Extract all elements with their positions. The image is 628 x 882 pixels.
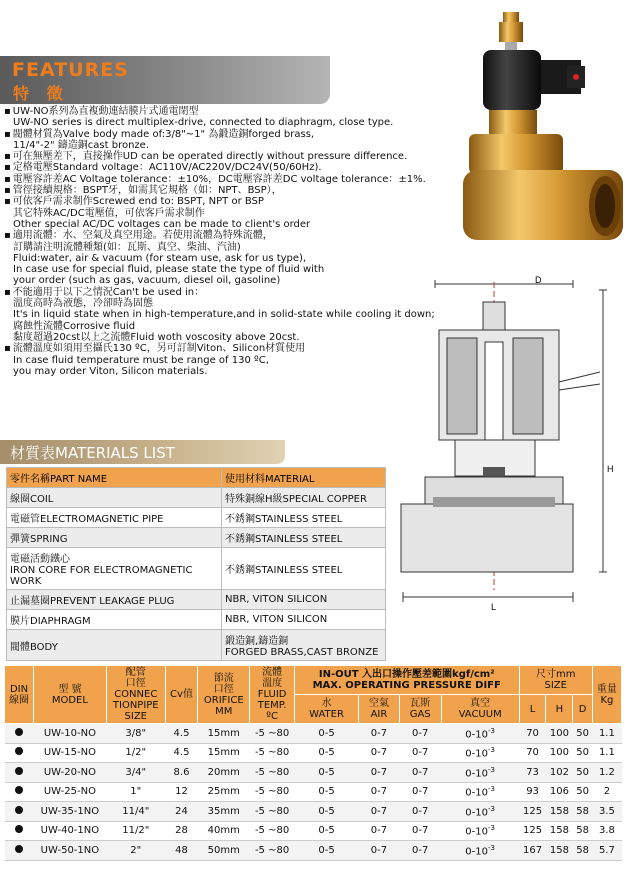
feature-line: 11/4"-2" 鑄造銅cast bronze. xyxy=(13,139,150,151)
part-name: 閥體BODY xyxy=(7,630,222,661)
spec-row xyxy=(5,763,622,783)
model: UW-20-NO xyxy=(34,763,107,783)
spec-row xyxy=(5,841,622,861)
d: 50 xyxy=(573,782,592,802)
orifice: 15mm xyxy=(198,743,250,763)
features-list xyxy=(4,106,449,377)
fluid-temp: -5 ~80 xyxy=(250,802,295,822)
h: 158 xyxy=(546,802,573,822)
d: 50 xyxy=(573,724,592,744)
din-cell xyxy=(5,821,34,841)
feature-line: your order (such as gas, vacuum, diesel oil, gasoline) xyxy=(13,275,281,287)
din-cell xyxy=(5,782,34,802)
feature-line: Other special AC/DC voltages can be made to client's order xyxy=(13,218,311,230)
vacuum-exponent: -3 xyxy=(488,804,495,813)
weight: 2 xyxy=(592,782,621,802)
fluid-temp: -5 ~80 xyxy=(250,782,295,802)
din-dot-icon xyxy=(15,747,23,755)
col-weight: 重量 Kg xyxy=(592,666,621,724)
fluid-temp: -5 ~80 xyxy=(250,763,295,783)
col-water: 水 WATER xyxy=(294,695,358,724)
din-dot-icon xyxy=(15,825,23,833)
vacuum xyxy=(441,841,519,861)
vacuum xyxy=(441,821,519,841)
conn-size: 1/2" xyxy=(106,743,165,763)
feature-line: In case use for special fluid, please state the type of fluid with xyxy=(13,264,325,276)
vacuum-exponent: -3 xyxy=(488,765,495,774)
orifice: 35mm xyxy=(198,802,250,822)
part-name: 彈簧SPRING xyxy=(7,528,222,548)
col-temp: 流體 溫度 FLUID TEMP. ºC xyxy=(250,666,295,724)
feature-line: 黏度超過20cst以上之流體Fluid woth voscosity above 20cst. xyxy=(13,331,300,343)
materials-header-bar xyxy=(0,440,285,464)
vacuum-exponent: -3 xyxy=(488,843,495,852)
water: 0-5 xyxy=(294,763,358,783)
feature-line: Fluid:water, air & vacuum (for steam use, ask for us type), xyxy=(13,252,307,264)
air: 0-7 xyxy=(359,724,399,744)
model: UW-10-NO xyxy=(34,724,107,744)
materials-row xyxy=(7,630,386,661)
part-name: 電磁活動鐵心 IRON CORE FOR ELECTROMAGNETIC WORK xyxy=(7,548,222,590)
cv: 28 xyxy=(165,821,197,841)
vacuum-base: 0-10 xyxy=(465,826,488,838)
materials-header-cell: 使用材料MATERIAL xyxy=(222,468,386,488)
l: 93 xyxy=(519,782,546,802)
din-cell xyxy=(5,763,34,783)
spec-row xyxy=(5,743,622,763)
materials-title: 材質表MATERIALS LIST xyxy=(10,444,175,462)
vacuum-base: 0-10 xyxy=(465,787,488,799)
water: 0-5 xyxy=(294,724,358,744)
material: 鍛造銅,鑄造銅 FORGED BRASS,CAST BRONZE xyxy=(222,630,386,661)
material: NBR, VITON SILICON xyxy=(222,590,386,610)
feature-line: ▪ 管徑接續規格：BSPT牙，如需其它規格（如：NPT、BSP）， xyxy=(4,185,449,196)
cv: 8.6 xyxy=(165,763,197,783)
vacuum-exponent: -3 xyxy=(488,726,495,735)
fluid-temp: -5 ~80 xyxy=(250,841,295,861)
cv: 24 xyxy=(165,802,197,822)
material: 不銹鋼STAINLESS STEEL xyxy=(222,528,386,548)
feature-line: you may order Viton, Silicon materials. xyxy=(13,365,208,377)
materials-table xyxy=(6,467,386,661)
water: 0-5 xyxy=(294,743,358,763)
air: 0-7 xyxy=(359,802,399,822)
vacuum xyxy=(441,782,519,802)
h: 100 xyxy=(546,724,573,744)
d: 58 xyxy=(573,841,592,861)
col-d: D xyxy=(573,695,592,724)
feature-line: 溫度高時為液態，冷卻時為固態 xyxy=(13,298,153,310)
material: NBR, VITON SILICON xyxy=(222,610,386,630)
feature-line: ▪ 適用流體：水、空氣及真空用途。若使用流體為特殊流體， xyxy=(4,230,449,241)
vacuum-exponent: -3 xyxy=(488,746,495,755)
valve-photo xyxy=(455,10,625,248)
col-conn: 配管 口徑 CONNEC TIONPIPE SIZE xyxy=(106,666,165,724)
col-model: 型 號 MODEL xyxy=(34,666,107,724)
h: 106 xyxy=(546,782,573,802)
feature-line: ▪ 定格電壓Standard voltage：AC110V/AC220V/DC24V(50/60Hz)． xyxy=(4,162,449,173)
material: 不銹鋼STAINLESS STEEL xyxy=(222,548,386,590)
gas: 0-7 xyxy=(399,763,441,783)
dimension-d-label: D xyxy=(535,275,542,285)
material: 不銹鋼STAINLESS STEEL xyxy=(222,508,386,528)
spec-row xyxy=(5,802,622,822)
vacuum xyxy=(441,763,519,783)
weight: 1.1 xyxy=(592,743,621,763)
conn-size: 2" xyxy=(106,841,165,861)
d: 58 xyxy=(573,802,592,822)
col-cv: Cv值 xyxy=(165,666,197,724)
material: 特殊銅線H級SPECIAL COPPER xyxy=(222,488,386,508)
air: 0-7 xyxy=(359,841,399,861)
fluid-temp: -5 ~80 xyxy=(250,821,295,841)
air: 0-7 xyxy=(359,782,399,802)
gas: 0-7 xyxy=(399,782,441,802)
din-cell xyxy=(5,743,34,763)
conn-size: 3/4" xyxy=(106,763,165,783)
col-vacuum: 真空 VACUUM xyxy=(441,695,519,724)
col-l: L xyxy=(519,695,546,724)
features-title: FEATURES xyxy=(12,59,129,81)
conn-size: 11/4" xyxy=(106,802,165,822)
spec-row xyxy=(5,782,622,802)
cross-section-diagram xyxy=(395,272,628,615)
col-gas: 瓦斯 GAS xyxy=(399,695,441,724)
weight: 5.7 xyxy=(592,841,621,861)
dimension-l-label: L xyxy=(491,602,497,612)
air: 0-7 xyxy=(359,743,399,763)
orifice: 40mm xyxy=(198,821,250,841)
materials-row xyxy=(7,488,386,508)
col-orifice: 節流 口徑 ORIFICE MM xyxy=(198,666,250,724)
feature-line: ▪ 流體溫度如須用至攝氏130 ºC，另可訂制Viton、Silicon材質使用 xyxy=(4,343,449,354)
materials-row xyxy=(7,528,386,548)
d: 50 xyxy=(573,743,592,763)
part-name: 電磁管ELECTROMAGNETIC PIPE xyxy=(7,508,222,528)
cv: 12 xyxy=(165,782,197,802)
water: 0-5 xyxy=(294,802,358,822)
spec-table xyxy=(4,665,622,861)
feature-line: UW-NO series is direct multiplex-drive, connected to diaphragm, close type. xyxy=(13,117,394,129)
vacuum-exponent: -3 xyxy=(488,785,495,794)
h: 158 xyxy=(546,841,573,861)
features-title-zh: 特 徵 xyxy=(13,84,69,103)
weight: 3.8 xyxy=(592,821,621,841)
model: UW-25-NO xyxy=(34,782,107,802)
col-air: 空氣 AIR xyxy=(359,695,399,724)
water: 0-5 xyxy=(294,782,358,802)
gas: 0-7 xyxy=(399,743,441,763)
conn-size: 11/2" xyxy=(106,821,165,841)
vacuum-base: 0-10 xyxy=(465,806,488,818)
conn-size: 1" xyxy=(106,782,165,802)
materials-row xyxy=(7,610,386,630)
spec-row xyxy=(5,821,622,841)
l: 70 xyxy=(519,743,546,763)
din-cell xyxy=(5,724,34,744)
orifice: 20mm xyxy=(198,763,250,783)
din-dot-icon xyxy=(15,845,23,853)
part-name: 線圈COIL xyxy=(7,488,222,508)
col-size: 尺寸mm SIZE xyxy=(519,666,592,695)
feature-line: It's in liquid state when in high-temperature,and in solid-state while cooling it down; xyxy=(13,309,435,321)
feature-line: ▪ UW-NO系列為直複動連結膜片式通電閉型 xyxy=(4,106,449,117)
l: 125 xyxy=(519,802,546,822)
h: 102 xyxy=(546,763,573,783)
conn-size: 3/8" xyxy=(106,724,165,744)
feature-line: 腐蝕性流體Corrosive fluid xyxy=(13,320,136,332)
col-pressure: IN-OUT 入出口操作壓差範圍kgf/cm² MAX. OPERATING PRESSURE DIFF xyxy=(294,666,519,695)
orifice: 15mm xyxy=(198,724,250,744)
spec-row xyxy=(5,724,622,744)
vacuum-base: 0-10 xyxy=(465,845,488,857)
l: 73 xyxy=(519,763,546,783)
dimension-h-label: H xyxy=(607,464,614,474)
materials-header-cell: 零件名稱PART NAME xyxy=(7,468,222,488)
part-name: 止漏墓圈PREVENT LEAKAGE PLUG xyxy=(7,590,222,610)
vacuum-exponent: -3 xyxy=(488,824,495,833)
cv: 4.5 xyxy=(165,724,197,744)
gas: 0-7 xyxy=(399,802,441,822)
air: 0-7 xyxy=(359,763,399,783)
model: UW-35-1NO xyxy=(34,802,107,822)
part-name: 膜片DIAPHRAGM xyxy=(7,610,222,630)
model: UW-15-NO xyxy=(34,743,107,763)
l: 167 xyxy=(519,841,546,861)
gas: 0-7 xyxy=(399,841,441,861)
feature-line: In case fluid temperature must be range of 130 ºC, xyxy=(13,354,269,366)
model: UW-50-1NO xyxy=(34,841,107,861)
cv: 48 xyxy=(165,841,197,861)
feature-line: ▪ 可依客戶需求制作Screwed end to: BSPT, NPT or BSP xyxy=(4,196,449,207)
l: 70 xyxy=(519,724,546,744)
din-cell xyxy=(5,841,34,861)
vacuum-base: 0-10 xyxy=(465,728,488,740)
din-dot-icon xyxy=(15,767,23,775)
feature-line: ▪ 不能適用于以下之情況Can't be used in： xyxy=(4,287,449,298)
col-h: H xyxy=(546,695,573,724)
materials-row xyxy=(7,590,386,610)
materials-row xyxy=(7,548,386,590)
vacuum xyxy=(441,724,519,744)
fluid-temp: -5 ~80 xyxy=(250,743,295,763)
din-cell xyxy=(5,802,34,822)
din-dot-icon xyxy=(15,806,23,814)
vacuum xyxy=(441,743,519,763)
water: 0-5 xyxy=(294,821,358,841)
gas: 0-7 xyxy=(399,821,441,841)
water: 0-5 xyxy=(294,841,358,861)
feature-line: 其它特殊AC/DC電壓值，可依客戶需求制作 xyxy=(13,207,205,219)
d: 50 xyxy=(573,763,592,783)
feature-line: ▪ 可在無壓差下，直接操作UD can be operated directly without pressure difference. xyxy=(4,151,449,162)
h: 100 xyxy=(546,743,573,763)
feature-line: ▪ 閥體材質為Valve body made of:3/8"~1" 為鍛造銅forged brass, xyxy=(4,129,449,140)
weight: 1.1 xyxy=(592,724,621,744)
feature-line: 訂購請注明流體種類(如：瓦斯、真空、柴油、汽油) xyxy=(13,241,241,253)
d: 58 xyxy=(573,821,592,841)
weight: 3.5 xyxy=(592,802,621,822)
model: UW-40-1NO xyxy=(34,821,107,841)
feature-line: ▪ 電壓容許差AC Voltage tolerance：±10%，DC電壓容許差DC voltage tolerance：±1%. xyxy=(4,174,449,185)
gas: 0-7 xyxy=(399,724,441,744)
vacuum xyxy=(441,802,519,822)
fluid-temp: -5 ~80 xyxy=(250,724,295,744)
materials-row xyxy=(7,508,386,528)
vacuum-base: 0-10 xyxy=(465,767,488,779)
orifice: 50mm xyxy=(198,841,250,861)
air: 0-7 xyxy=(359,821,399,841)
l: 125 xyxy=(519,821,546,841)
h: 158 xyxy=(546,821,573,841)
weight: 1.2 xyxy=(592,763,621,783)
cv: 4.5 xyxy=(165,743,197,763)
din-dot-icon xyxy=(15,786,23,794)
din-dot-icon xyxy=(15,728,23,736)
vacuum-base: 0-10 xyxy=(465,748,488,760)
col-din: DIN 線圈 xyxy=(5,666,34,724)
orifice: 25mm xyxy=(198,782,250,802)
